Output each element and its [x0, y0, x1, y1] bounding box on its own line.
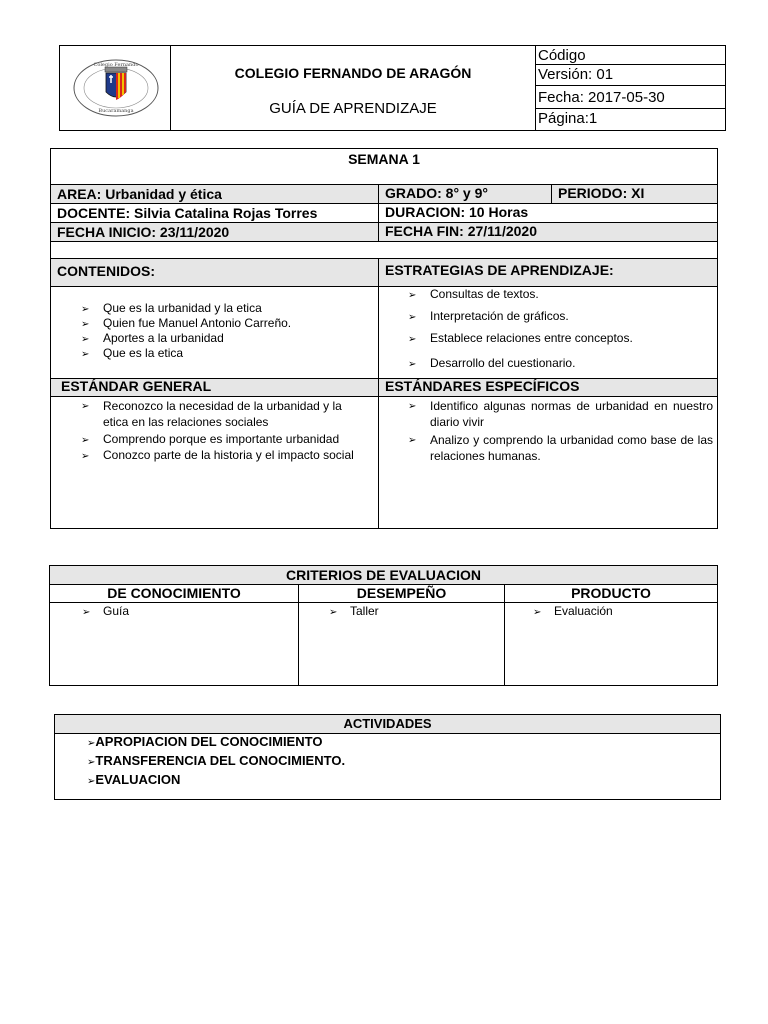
criterios-col3-header: PRODUCTO	[504, 584, 717, 602]
list-item: ➢ Que es la urbanidad y la etica	[81, 301, 262, 315]
fecha-label: Fecha: 2017-05-30	[538, 89, 665, 106]
criterios-col1-header: DE CONOCIMIENTO	[107, 585, 241, 601]
arrowhead-bullet-icon: ➢	[408, 359, 417, 370]
criterios-col2-header: DESEMPEÑO	[298, 584, 504, 602]
arrowhead-bullet-icon: ➢	[329, 607, 338, 618]
svg-text:Colegio Fernando: Colegio Fernando	[93, 62, 139, 68]
arrowhead-bullet-icon: ➢	[87, 757, 96, 768]
list-item: ➢ Desarrollo del cuestionario.	[408, 356, 576, 370]
contenidos-divider	[378, 286, 379, 378]
list-item: ➢ Reconozco la necesidad de la urbanidad y la etica en las relaciones sociales	[81, 399, 342, 429]
list-item: ➢ Interpretación de gráficos.	[408, 309, 569, 323]
logo-cell	[59, 45, 171, 131]
list-item: ➢ Comprendo porque es importante urbanidad	[81, 432, 340, 446]
semana-title: SEMANA 1	[348, 151, 420, 167]
estrategias-label: ESTRATEGIAS DE APRENDIZAJE:	[378, 258, 614, 286]
criterios-title: CRITERIOS DE EVALUACION	[286, 567, 481, 583]
version-cell	[535, 64, 726, 86]
version-label: Versión: 01	[538, 66, 614, 83]
list-item: ➢ Identifico algunas normas de urbanidad en nuestro diario vivir	[408, 399, 713, 429]
list-item: ➢ Aportes a la urbanidad	[81, 331, 224, 345]
contenidos-label: CONTENIDOS:	[57, 263, 155, 279]
actividades-list	[87, 733, 345, 790]
semana-table	[50, 148, 718, 529]
arrowhead-bullet-icon: ➢	[82, 607, 91, 618]
criterios-table	[49, 565, 718, 686]
arrowhead-bullet-icon: ➢	[408, 312, 417, 323]
list-item: ➢ Que es la etica	[81, 346, 184, 360]
actividades-title: ACTIVIDADES	[343, 716, 432, 731]
estandar-general-label: ESTÁNDAR GENERAL	[61, 378, 212, 394]
list-item: ➢APROPIACION DEL CONOCIMIENTO	[87, 734, 323, 749]
codigo-label: Código	[538, 47, 586, 64]
school-name: COLEGIO FERNANDO DE ARAGÓN	[234, 65, 472, 81]
arrowhead-bullet-icon: ➢	[87, 776, 96, 787]
list-item: ➢ Analizo y comprendo la urbanidad como base de las relaciones humanas.	[408, 433, 713, 463]
estandar-divider	[378, 396, 379, 528]
arrowhead-bullet-icon: ➢	[81, 319, 90, 330]
svg-text:Bucaramanga: Bucaramanga	[98, 108, 134, 114]
guide-title: GUÍA DE APRENDIZAJE	[269, 100, 437, 117]
list-item: ➢ Establece relaciones entre conceptos.	[408, 331, 633, 345]
row-empty	[51, 241, 717, 258]
fecha-cell	[535, 85, 726, 109]
area-label: AREA: Urbanidad y ética	[57, 186, 222, 202]
fecha-fin-label: FECHA FIN: 27/11/2020	[378, 222, 537, 241]
arrowhead-bullet-icon: ➢	[81, 334, 90, 345]
arrowhead-bullet-icon: ➢	[533, 607, 542, 618]
arrowhead-bullet-icon: ➢	[87, 738, 96, 749]
arrowhead-bullet-icon: ➢	[81, 304, 90, 315]
list-item: ➢ Guía	[82, 604, 130, 618]
list-item: ➢ Conozco parte de la historia y el impacto social	[81, 448, 354, 462]
docente-label: DOCENTE: Silvia Catalina Rojas Torres	[57, 205, 318, 221]
list-item: ➢EVALUACION	[87, 772, 181, 787]
grado-label: GRADO: 8° y 9°	[378, 184, 488, 203]
list-item: ➢ Evaluación	[533, 604, 613, 618]
fecha-inicio-label: FECHA INICIO: 23/11/2020	[57, 224, 230, 240]
arrowhead-bullet-icon: ➢	[408, 435, 417, 446]
criterios-divider-1	[298, 602, 299, 685]
header-table	[59, 45, 726, 131]
list-item: ➢ Consultas de textos.	[408, 287, 539, 301]
list-item: ➢ Quien fue Manuel Antonio Carreño.	[81, 316, 292, 330]
criterios-body-row	[50, 602, 717, 685]
duracion-label: DURACION: 10 Horas	[378, 203, 528, 222]
periodo-label: PERIODO: XI	[551, 184, 644, 203]
school-crest-icon	[71, 58, 161, 118]
criterios-divider-2	[504, 602, 505, 685]
list-item: ➢ Taller	[329, 604, 379, 618]
actividades-table	[54, 714, 721, 800]
arrowhead-bullet-icon: ➢	[408, 334, 417, 345]
title-cell	[170, 45, 536, 131]
arrowhead-bullet-icon: ➢	[408, 290, 417, 301]
pagina-cell	[535, 108, 726, 131]
arrowhead-bullet-icon: ➢	[81, 435, 90, 446]
pagina-label: Página:1	[538, 110, 598, 127]
codigo-cell	[535, 45, 726, 65]
list-item: ➢TRANSFERENCIA DEL CONOCIMIENTO.	[87, 753, 346, 768]
arrowhead-bullet-icon: ➢	[408, 401, 417, 412]
estandares-especificos-label: ESTÁNDARES ESPECÍFICOS	[378, 378, 579, 396]
arrowhead-bullet-icon: ➢	[81, 401, 90, 412]
arrowhead-bullet-icon: ➢	[81, 451, 90, 462]
arrowhead-bullet-icon: ➢	[81, 349, 90, 360]
contenidos-list	[81, 301, 291, 361]
